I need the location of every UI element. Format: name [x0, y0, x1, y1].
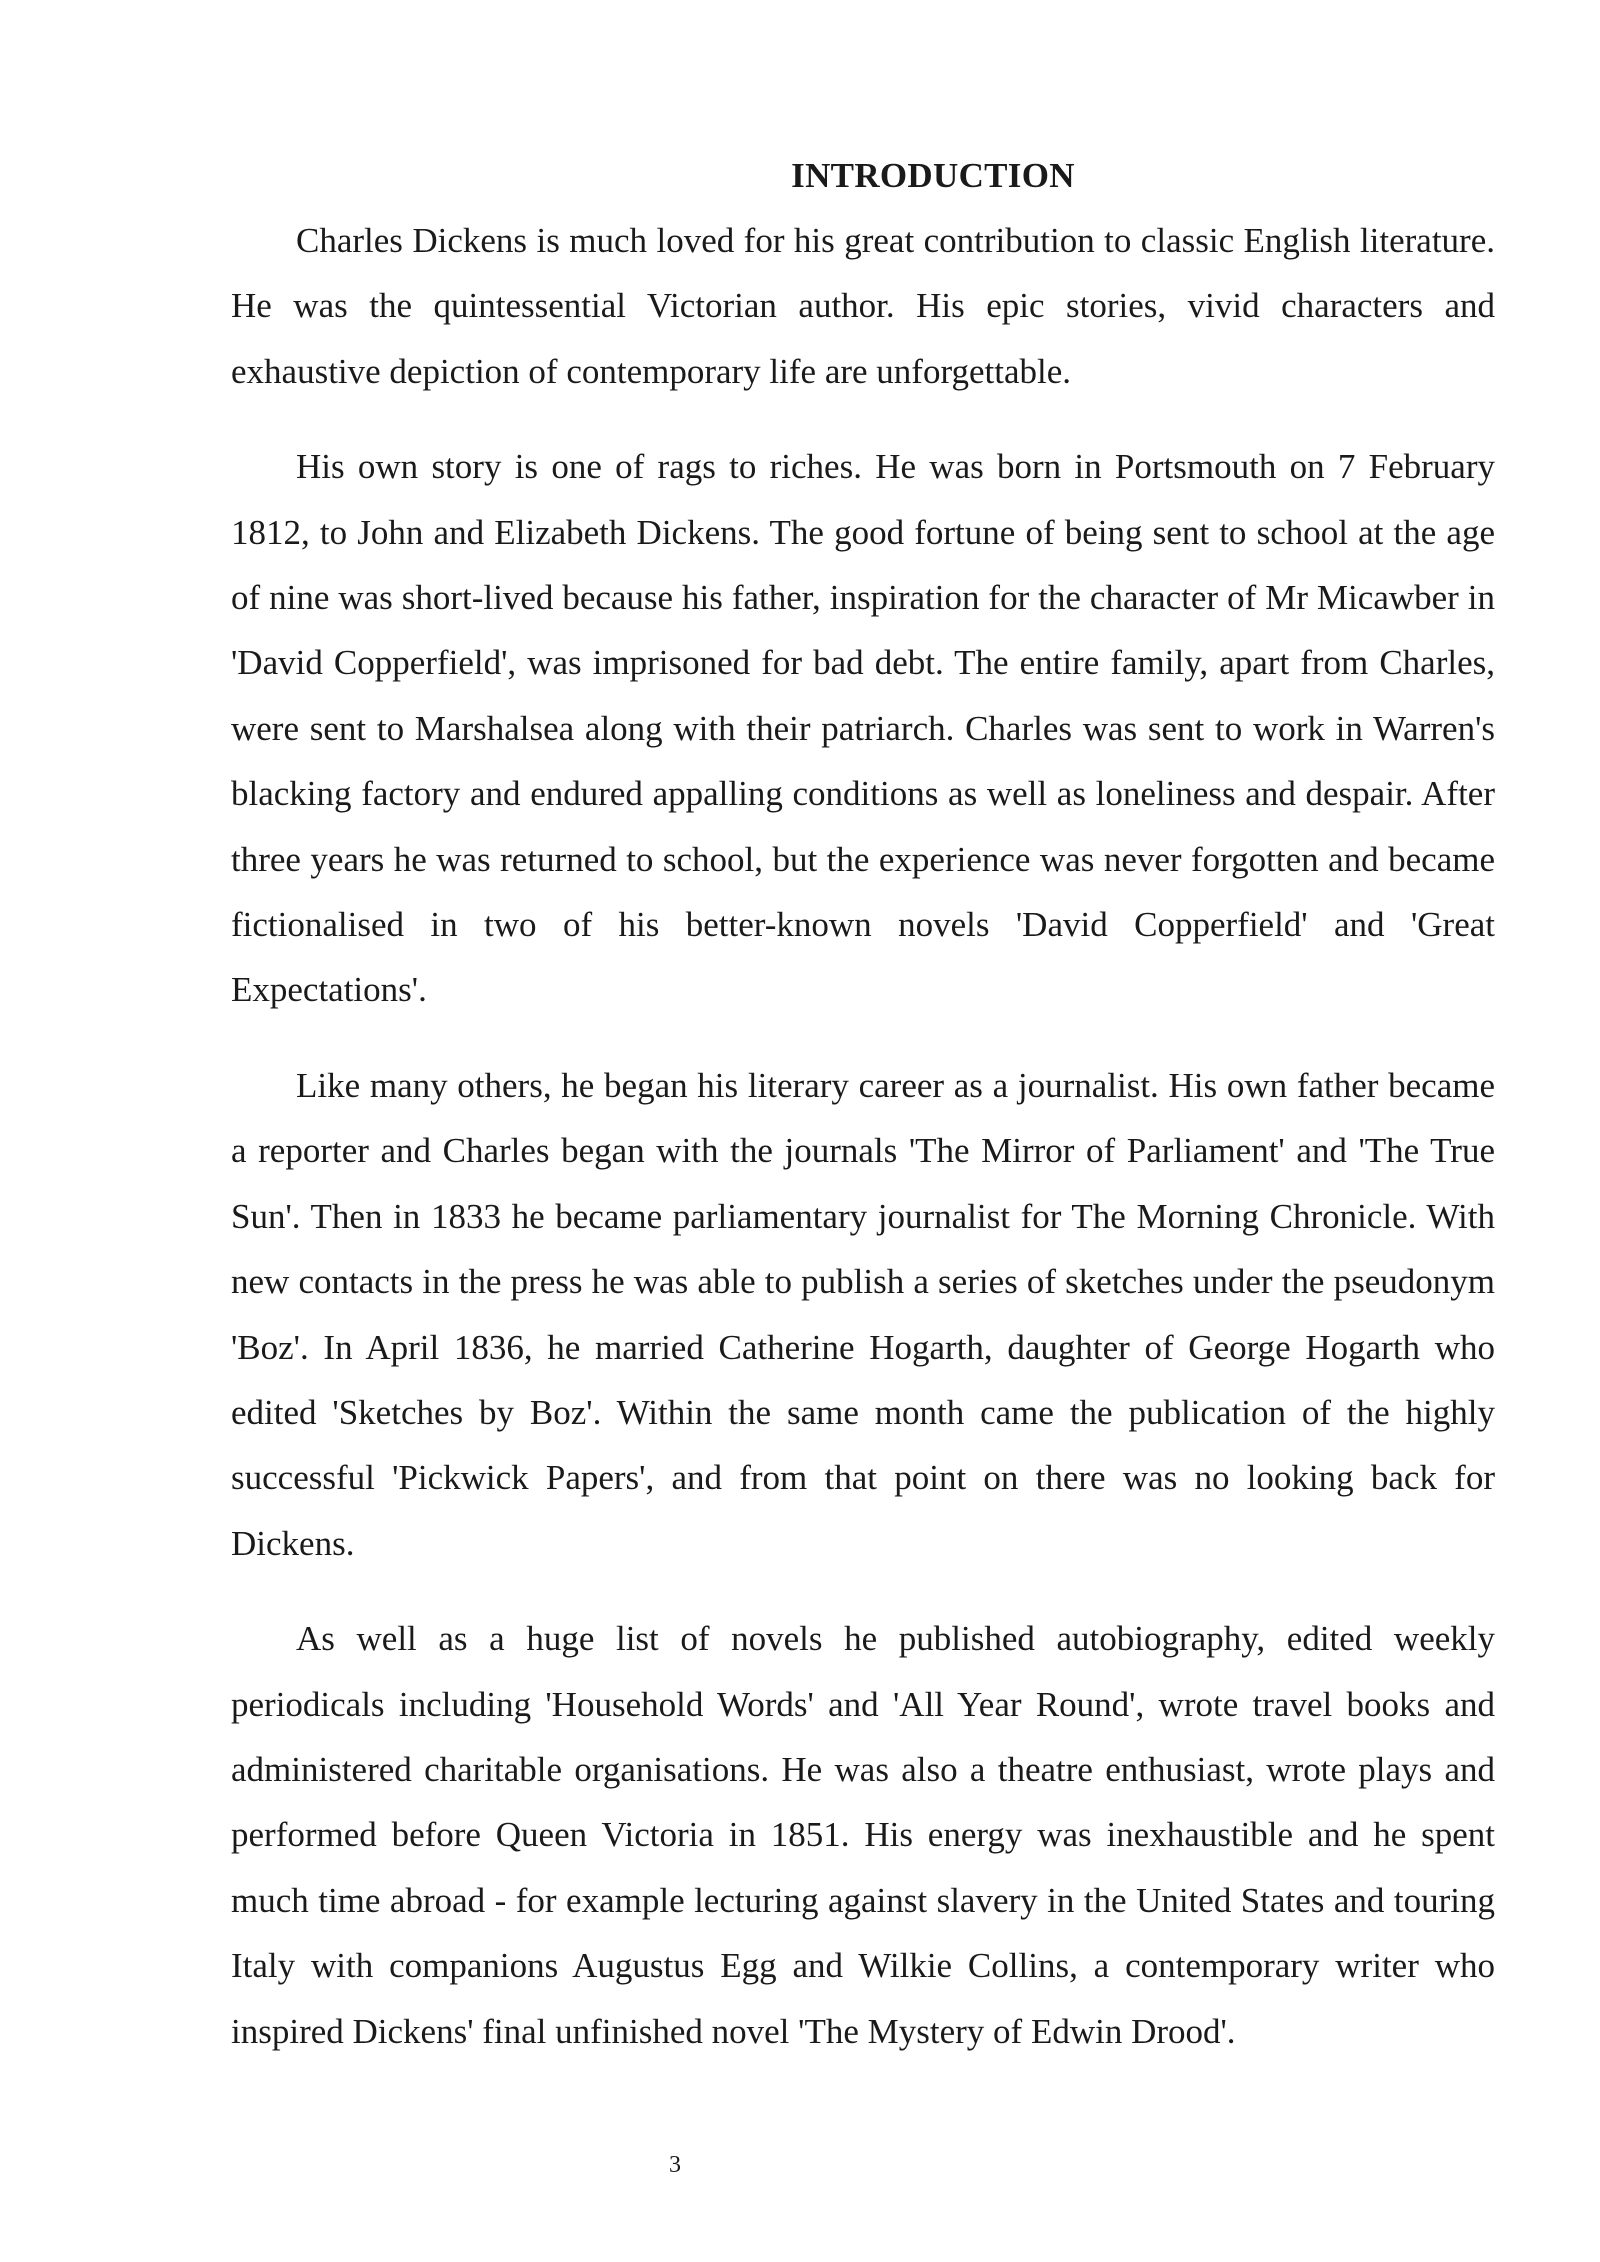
paragraph-early-life: His own story is one of rags to riches. He was born in Portsmouth on 7 February 1812, to John and Elizabeth Dickens. The good fortune of being sent to school at the age of nine was short-lived because his father, inspiration for the character of Mr Micawber in 'David Copperfield', was imprisoned for bad debt. The entire family, apart from Charles, were sent to Marshalsea along with their patriarch. Charles was sent to work in Warren's blacking factory and endured appalling conditions as well as loneliness and despair. After three years he was returned to school, but the experience was never forgotten and became fictionalised in two of his better-known novels 'David Copperfield' and 'Great Expectations'. [231, 447, 1495, 1010]
page-title: INTRODUCTION [791, 156, 1075, 195]
page-number: 3 [669, 2152, 681, 2178]
page-content [231, 150, 1495, 2064]
paragraph-literary-career: Like many others, he began his literary career as a journalist. His own father became a reporter and Charles began with the journals 'The Mirror of Parliament' and 'The True Sun'. Then in 1833 he became parliamentary journalist for The Morning Chronicle. With new contacts in the press he was able to publish a series of sketches under the pseudonym 'Boz'. In April 1836, he married Catherine Hogarth, daughter of George Hogarth who edited 'Sketches by Boz'. Within the same month came the publication of the highly successful 'Pickwick Papers', and from that point on there was no looking back for Dickens. [231, 1065, 1495, 1563]
paragraph-later-works: As well as a huge list of novels he published autobiography, edited weekly periodicals including 'Household Words' and 'All Year Round', wrote travel books and administered charitable organisations. He was also a theatre enthusiast, wrote plays and performed before Queen Victoria in 1851. His energy was inexhaustible and he spent much time abroad - for example lecturing against slavery in the United States and touring Italy with companions Augustus Egg and Wilkie Collins, a contemporary writer who inspired Dickens' final unfinished novel 'The Mystery of Edwin Drood'. [231, 1619, 1495, 2051]
paragraph-intro: Charles Dickens is much loved for his great contribution to classic English literature. He was the quintessential Victorian author. His epic stories, vivid characters and exhaustive depiction of contemporary life are unforgettable. [231, 221, 1495, 391]
